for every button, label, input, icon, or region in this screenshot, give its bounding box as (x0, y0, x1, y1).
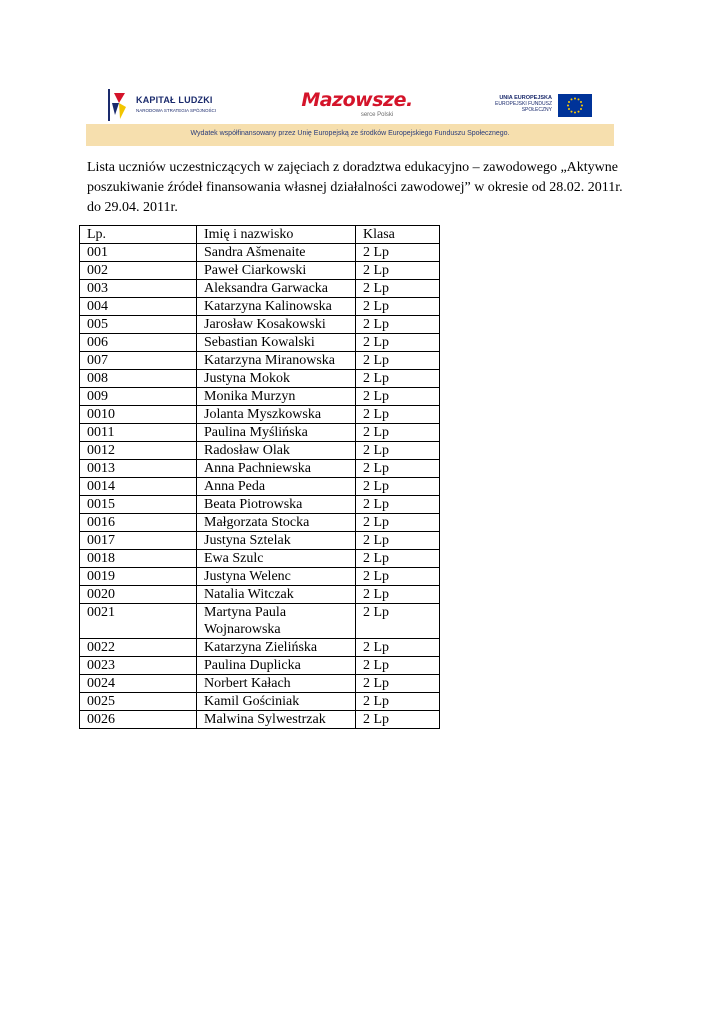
row-class: 2 Lp (356, 514, 440, 532)
row-name: Paulina Myślińska (197, 424, 356, 442)
row-class: 2 Lp (356, 352, 440, 370)
table-row (80, 478, 440, 496)
table-row (80, 352, 440, 370)
row-lp: 008 (80, 370, 197, 388)
row-class: 2 Lp (356, 550, 440, 568)
eu-flag-icon (558, 94, 592, 117)
row-name: Sebastian Kowalski (197, 334, 356, 352)
row-lp: 0011 (80, 424, 197, 442)
table-row (80, 639, 440, 657)
row-class: 2 Lp (356, 478, 440, 496)
table-row (80, 244, 440, 262)
row-class: 2 Lp (356, 604, 440, 639)
row-name: Katarzyna Miranowska (197, 352, 356, 370)
row-class: 2 Lp (356, 711, 440, 729)
row-class: 2 Lp (356, 586, 440, 604)
row-name: Kamil Gościniak (197, 693, 356, 711)
row-lp: 0017 (80, 532, 197, 550)
row-lp: 006 (80, 334, 197, 352)
table-row (80, 370, 440, 388)
row-name: Malwina Sylwestrzak (197, 711, 356, 729)
row-class: 2 Lp (356, 675, 440, 693)
row-lp: 0024 (80, 675, 197, 693)
table-row (80, 262, 440, 280)
table-row (80, 568, 440, 586)
row-name: Justyna Sztelak (197, 532, 356, 550)
kapital-ludzki-subtitle: NARODOWA STRATEGIA SPÓJNOŚCI (136, 108, 217, 113)
mazowsze-subtitle: serce Polski (360, 112, 394, 118)
row-name: Martyna Paula Wojnarowska (197, 604, 356, 639)
row-name: Natalia Witczak (197, 586, 356, 604)
row-class: 2 Lp (356, 370, 440, 388)
row-name: Paulina Duplicka (197, 657, 356, 675)
row-name: Sandra Ašmenaite (197, 244, 356, 262)
row-name: Anna Peda (197, 478, 356, 496)
row-lp: 0026 (80, 711, 197, 729)
eu-line-1: UNIA EUROPEJSKA (499, 95, 552, 101)
row-lp: 001 (80, 244, 197, 262)
row-lp: 0016 (80, 514, 197, 532)
eu-line-2: EUROPEJSKI FUNDUSZ (495, 101, 552, 107)
row-class: 2 Lp (356, 639, 440, 657)
table-row (80, 316, 440, 334)
table-row (80, 298, 440, 316)
kapital-ludzki-mark-icon (108, 89, 130, 121)
row-lp: 0014 (80, 478, 197, 496)
row-name: Anna Pachniewska (197, 460, 356, 478)
table-row (80, 711, 440, 729)
mazowsze-logo (292, 89, 422, 123)
row-class: 2 Lp (356, 280, 440, 298)
row-class: 2 Lp (356, 334, 440, 352)
participants-table-body (80, 226, 440, 729)
row-class: 2 Lp (356, 496, 440, 514)
row-class: 2 Lp (356, 693, 440, 711)
row-class: 2 Lp (356, 298, 440, 316)
row-name: Beata Piotrowska (197, 496, 356, 514)
mazowsze-wordmark: Mazowsze. (301, 89, 413, 111)
table-header-row (80, 226, 440, 244)
row-lp: 0010 (80, 406, 197, 424)
row-class: 2 Lp (356, 262, 440, 280)
table-row (80, 496, 440, 514)
table-row (80, 460, 440, 478)
row-class: 2 Lp (356, 532, 440, 550)
participants-table (79, 225, 440, 729)
row-lp: 005 (80, 316, 197, 334)
row-name: Aleksandra Garwacka (197, 280, 356, 298)
table-row (80, 424, 440, 442)
row-name: Norbert Kałach (197, 675, 356, 693)
row-name: Justyna Welenc (197, 568, 356, 586)
header-name: Imię i nazwisko (197, 226, 356, 244)
row-lp: 002 (80, 262, 197, 280)
table-row (80, 514, 440, 532)
row-lp: 004 (80, 298, 197, 316)
table-row (80, 388, 440, 406)
row-class: 2 Lp (356, 388, 440, 406)
logo-row (86, 86, 614, 124)
cofinancing-banner (86, 86, 614, 146)
table-row (80, 442, 440, 460)
table-row (80, 280, 440, 298)
row-lp: 0012 (80, 442, 197, 460)
kapital-ludzki-logo (108, 89, 228, 121)
kapital-ludzki-title: KAPITAŁ LUDZKI (136, 95, 213, 105)
table-row (80, 693, 440, 711)
row-name: Jolanta Myszkowska (197, 406, 356, 424)
table-row (80, 657, 440, 675)
row-lp: 0020 (80, 586, 197, 604)
row-class: 2 Lp (356, 568, 440, 586)
row-lp: 0023 (80, 657, 197, 675)
table-row (80, 406, 440, 424)
row-name: Ewa Szulc (197, 550, 356, 568)
row-lp: 007 (80, 352, 197, 370)
table-row (80, 550, 440, 568)
row-name: Justyna Mokok (197, 370, 356, 388)
eu-line-3: SPOŁECZNY (521, 107, 552, 113)
header-lp: Lp. (80, 226, 197, 244)
row-name: Radosław Olak (197, 442, 356, 460)
row-lp: 0018 (80, 550, 197, 568)
row-lp: 0025 (80, 693, 197, 711)
row-lp: 0013 (80, 460, 197, 478)
row-lp: 009 (80, 388, 197, 406)
row-class: 2 Lp (356, 424, 440, 442)
row-lp: 0019 (80, 568, 197, 586)
row-class: 2 Lp (356, 244, 440, 262)
cofinance-text: Wydatek współfinansowany przez Unię Europejską ze środków Europejskiego Funduszu Społecznego. (190, 130, 510, 137)
row-class: 2 Lp (356, 460, 440, 478)
eu-logo-text (490, 95, 552, 113)
cofinance-strip (86, 124, 614, 146)
row-name: Monika Murzyn (197, 388, 356, 406)
row-class: 2 Lp (356, 316, 440, 334)
row-lp: 0021 (80, 604, 197, 639)
row-name: Paweł Ciarkowski (197, 262, 356, 280)
table-row (80, 675, 440, 693)
header-class: Klasa (356, 226, 440, 244)
eu-logo (490, 92, 594, 120)
table-row (80, 604, 440, 639)
table-row (80, 334, 440, 352)
row-lp: 0022 (80, 639, 197, 657)
row-class: 2 Lp (356, 657, 440, 675)
row-class: 2 Lp (356, 406, 440, 424)
row-lp: 0015 (80, 496, 197, 514)
row-name: Jarosław Kosakowski (197, 316, 356, 334)
row-name: Katarzyna Kalinowska (197, 298, 356, 316)
row-name: Małgorzata Stocka (197, 514, 356, 532)
row-name: Katarzyna Zielińska (197, 639, 356, 657)
intro-paragraph: Lista uczniów uczestniczących w zajęciach z doradztwa edukacyjno – zawodowego „Aktywne poszukiwanie źródeł finansowania własnej działalności zawodowej” w okresie od 28.02. 2011r. do 29.04. 2011r. (87, 160, 623, 215)
table-row (80, 532, 440, 550)
row-class: 2 Lp (356, 442, 440, 460)
row-lp: 003 (80, 280, 197, 298)
table-row (80, 586, 440, 604)
